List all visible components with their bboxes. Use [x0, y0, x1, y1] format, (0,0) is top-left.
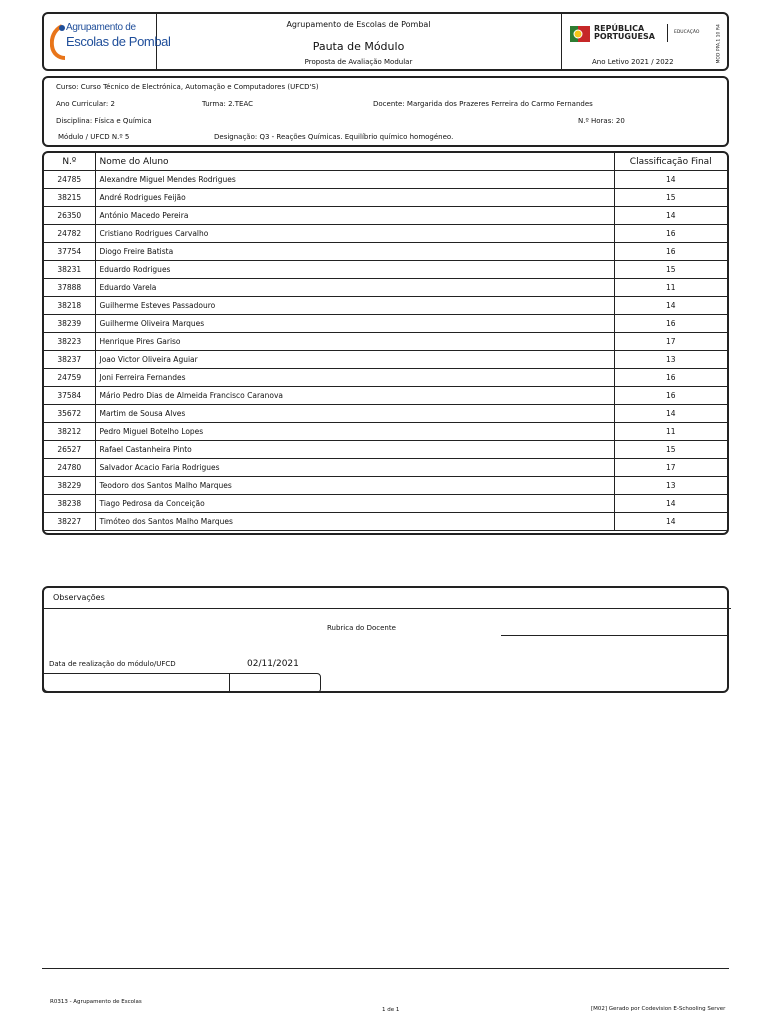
logo-line2: Escolas de Pombal	[66, 34, 171, 49]
student-name: Joao Victor Oliveira Aguiar	[95, 351, 614, 369]
table-row	[44, 495, 727, 513]
student-number: 38229	[44, 477, 95, 495]
student-number: 37888	[44, 279, 95, 297]
student-name: Pedro Miguel Botelho Lopes	[95, 423, 614, 441]
table-row	[44, 405, 727, 423]
student-name: Joni Ferreira Fernandes	[95, 369, 614, 387]
page-title: Pauta de Módulo	[312, 40, 405, 53]
student-name: Mário Pedro Dias de Almeida Francisco Caranova	[95, 387, 614, 405]
table-row	[44, 387, 727, 405]
student-number: 26350	[44, 207, 95, 225]
student-number: 38215	[44, 189, 95, 207]
page-number: 1 de 1	[382, 1007, 400, 1013]
student-number: 24780	[44, 459, 95, 477]
student-name: Guilherme Oliveira Marques	[95, 315, 614, 333]
header-name: Nome do Aluno	[95, 153, 614, 171]
table-row	[44, 333, 727, 351]
student-grade: 17	[614, 333, 727, 351]
header-number: N.º	[44, 153, 95, 171]
school-year: Ano Letivo 2021 / 2022	[592, 58, 674, 66]
student-grade: 13	[614, 477, 727, 495]
table-row	[44, 315, 727, 333]
student-grade: 15	[614, 261, 727, 279]
republic-line1: REPÚBLICA	[594, 24, 645, 33]
student-number: 38212	[44, 423, 95, 441]
table-row	[44, 441, 727, 459]
table-row	[44, 189, 727, 207]
student-number: 24759	[44, 369, 95, 387]
table-row	[44, 297, 727, 315]
republic-line2: PORTUGUESA	[594, 32, 655, 41]
student-number: 38239	[44, 315, 95, 333]
student-grade: 16	[614, 225, 727, 243]
grades-table	[44, 153, 727, 531]
student-grade: 14	[614, 405, 727, 423]
table-row	[44, 477, 727, 495]
student-grade: 14	[614, 171, 727, 189]
class-label: Turma: 2.TEAC	[202, 100, 254, 108]
student-number: 24785	[44, 171, 95, 189]
student-name: Martim de Sousa Alves	[95, 405, 614, 423]
student-grade: 14	[614, 297, 727, 315]
student-number: 38238	[44, 495, 95, 513]
hours-label: N.º Horas: 20	[578, 117, 625, 125]
table-row	[44, 243, 727, 261]
student-grade: 14	[614, 495, 727, 513]
student-number: 37754	[44, 243, 95, 261]
table-row	[44, 369, 727, 387]
student-name: Henrique Pires Gariso	[95, 333, 614, 351]
republic-sub: EDUCAÇÃO	[674, 30, 700, 35]
header-grade: Classificação Final	[614, 153, 727, 171]
student-name: Tiago Pedrosa da Conceição	[95, 495, 614, 513]
table-row	[44, 171, 727, 189]
student-number: 35672	[44, 405, 95, 423]
student-number: 38237	[44, 351, 95, 369]
table-row	[44, 459, 727, 477]
student-number: 38223	[44, 333, 95, 351]
table-row	[44, 423, 727, 441]
student-number: 26527	[44, 441, 95, 459]
student-name: António Macedo Pereira	[95, 207, 614, 225]
footer-left: R0313 - Agrupamento de Escolas	[50, 999, 142, 1005]
student-name: Teodoro dos Santos Malho Marques	[95, 477, 614, 495]
student-name: Alexandre Miguel Mendes Rodrigues	[95, 171, 614, 189]
republic-logo	[570, 24, 720, 46]
student-grade: 15	[614, 189, 727, 207]
student-number: 24782	[44, 225, 95, 243]
designation-label: Designação: Q3 - Reações Químicas. Equilíbrio químico homogéneo.	[214, 133, 454, 141]
table-row	[44, 279, 727, 297]
table-row	[44, 261, 727, 279]
student-grade: 16	[614, 315, 727, 333]
student-grade: 11	[614, 423, 727, 441]
table-row	[44, 351, 727, 369]
student-grade: 13	[614, 351, 727, 369]
student-number: 38231	[44, 261, 95, 279]
course-info-box	[42, 76, 729, 147]
student-name: Timóteo dos Santos Malho Marques	[95, 513, 614, 531]
signature-line	[501, 635, 727, 636]
student-number: 37584	[44, 387, 95, 405]
flag-icon	[570, 26, 590, 42]
observations-box	[42, 586, 729, 693]
subject-label: Disciplina: Física e Química	[56, 117, 152, 125]
year-label: Ano Curricular: 2	[56, 100, 115, 108]
teacher-label: Docente: Margarida dos Prazeres Ferreira do Carmo Fernandes	[373, 100, 593, 108]
school-logo	[50, 22, 171, 64]
signature-label: Rubrica do Docente	[327, 624, 396, 632]
page-subtitle: Proposta de Avaliação Modular	[304, 58, 413, 66]
student-number: 38218	[44, 297, 95, 315]
header-box	[42, 12, 729, 71]
student-name: Guilherme Esteves Passadouro	[95, 297, 614, 315]
course-label: Curso: Curso Técnico de Electrónica, Automação e Computadores (UFCD'S)	[56, 83, 319, 91]
table-row	[44, 513, 727, 531]
footer-divider	[42, 968, 729, 969]
student-name: Eduardo Varela	[95, 279, 614, 297]
grades-table-box	[42, 151, 729, 535]
date-label: Data de realização do módulo/UFCD	[49, 660, 176, 668]
date-value: 02/11/2021	[247, 659, 299, 669]
student-name: André Rodrigues Feijão	[95, 189, 614, 207]
student-name: Cristiano Rodrigues Carvalho	[95, 225, 614, 243]
student-grade: 16	[614, 387, 727, 405]
logo-line1: Agrupamento de	[66, 22, 136, 33]
student-grade: 15	[614, 441, 727, 459]
student-name: Diogo Freire Batista	[95, 243, 614, 261]
student-name: Eduardo Rodrigues	[95, 261, 614, 279]
student-grade: 14	[614, 207, 727, 225]
module-label: Módulo / UFCD N.º 5	[58, 133, 130, 141]
student-name: Salvador Acacio Faria Rodrigues	[95, 459, 614, 477]
table-row	[44, 225, 727, 243]
table-row	[44, 207, 727, 225]
student-grade: 17	[614, 459, 727, 477]
student-grade: 16	[614, 369, 727, 387]
student-grade: 16	[614, 243, 727, 261]
form-code: MOD PPA.1 10 R4	[716, 24, 722, 64]
student-grade: 14	[614, 513, 727, 531]
school-name: Agrupamento de Escolas de Pombal	[286, 20, 431, 29]
observations-title: Observações	[53, 593, 105, 602]
footer-right: [M02] Gerado por Codevision E-Schooling Server	[591, 1006, 726, 1012]
student-grade: 11	[614, 279, 727, 297]
student-name: Rafael Castanheira Pinto	[95, 441, 614, 459]
student-number: 38227	[44, 513, 95, 531]
